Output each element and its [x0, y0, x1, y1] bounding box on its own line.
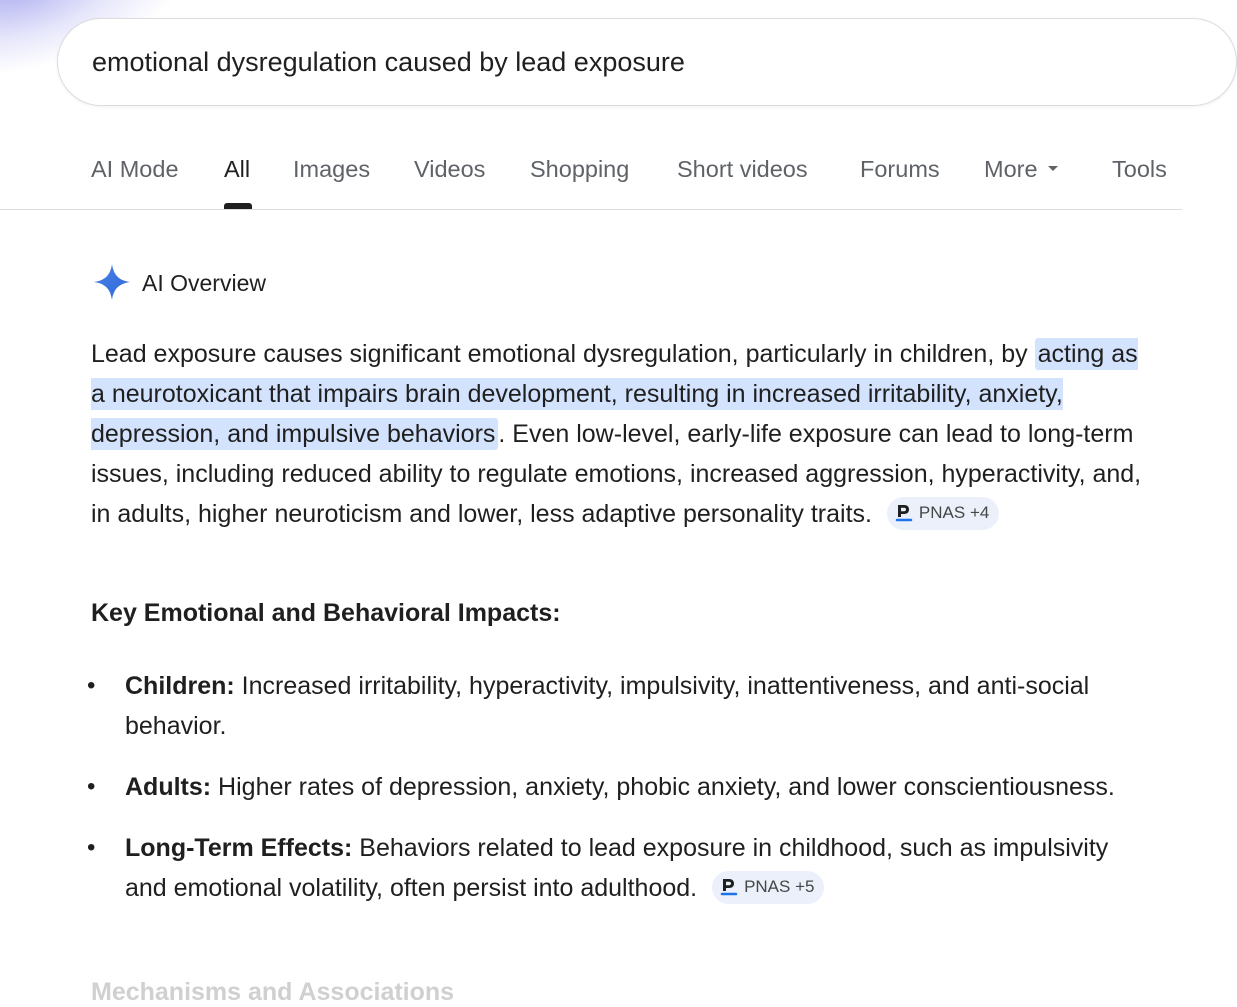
bullet-text: Higher rates of depression, anxiety, phobic anxiety, and lower conscientiousness.	[211, 773, 1115, 801]
tab-tools[interactable]: Tools	[1112, 156, 1167, 182]
tab-images[interactable]: Images	[293, 156, 371, 182]
search-input[interactable]	[92, 45, 992, 79]
tab-forums[interactable]: Forums	[860, 156, 940, 182]
highlighted-text[interactable]: acting as a neurotoxicant that impairs brain development, resulting in increased irritability, anxiety, depression, and impulsive behaviors	[91, 340, 1138, 448]
citation-label: PNAS +4	[918, 503, 990, 523]
tab-more-label: More	[984, 156, 1038, 182]
paragraph-rest: . Even low-level, early-life exposure can lead to long-term issues, including reduced ability to regulate emotions, increased aggression, hyperactivity, and, in adults, higher neuroticism and lower, less adaptive personality traits.	[91, 420, 1142, 528]
chevron-down-icon	[1048, 166, 1058, 171]
search-box[interactable]	[57, 18, 1237, 106]
tab-short-videos[interactable]: Short videos	[677, 156, 808, 182]
citation-chip[interactable]	[712, 871, 824, 904]
tab-all[interactable]: All	[224, 156, 251, 182]
search-tabs	[0, 140, 1182, 210]
citation-chip[interactable]	[887, 497, 999, 530]
impacts-list	[91, 666, 1151, 929]
paragraph-intro: Lead exposure causes significant emotional dysregulation, particularly in children, by	[91, 340, 1035, 368]
pnas-logo-icon	[895, 503, 913, 523]
next-section-heading: Mechanisms and Associations	[91, 978, 455, 1006]
active-tab-indicator	[224, 203, 252, 209]
tab-more[interactable]	[984, 156, 1058, 183]
tab-videos[interactable]: Videos	[414, 156, 486, 182]
bullet-text: Increased irritability, hyperactivity, impulsivity, inattentiveness, and anti-social behavior.	[125, 672, 1090, 740]
bullet-label: Children:	[125, 672, 235, 700]
tab-shopping[interactable]: Shopping	[530, 156, 630, 182]
pnas-logo-icon	[720, 877, 738, 897]
section-heading: Key Emotional and Behavioral Impacts:	[91, 599, 561, 627]
tab-ai-mode[interactable]: AI Mode	[91, 156, 179, 182]
ai-overview-paragraph	[91, 334, 1151, 534]
list-item	[91, 666, 1151, 746]
list-item	[91, 767, 1151, 807]
sparkle-icon	[93, 263, 131, 301]
bullet-label: Long-Term Effects:	[125, 834, 353, 862]
bullet-text: Behaviors related to lead exposure in childhood, such as impulsivity and emotional volatility, often persist into adulthood.	[125, 834, 1109, 902]
ai-overview-title: AI Overview	[142, 270, 266, 296]
citation-label: PNAS +5	[744, 877, 815, 897]
list-item	[91, 828, 1151, 908]
bullet-label: Adults:	[125, 773, 212, 801]
